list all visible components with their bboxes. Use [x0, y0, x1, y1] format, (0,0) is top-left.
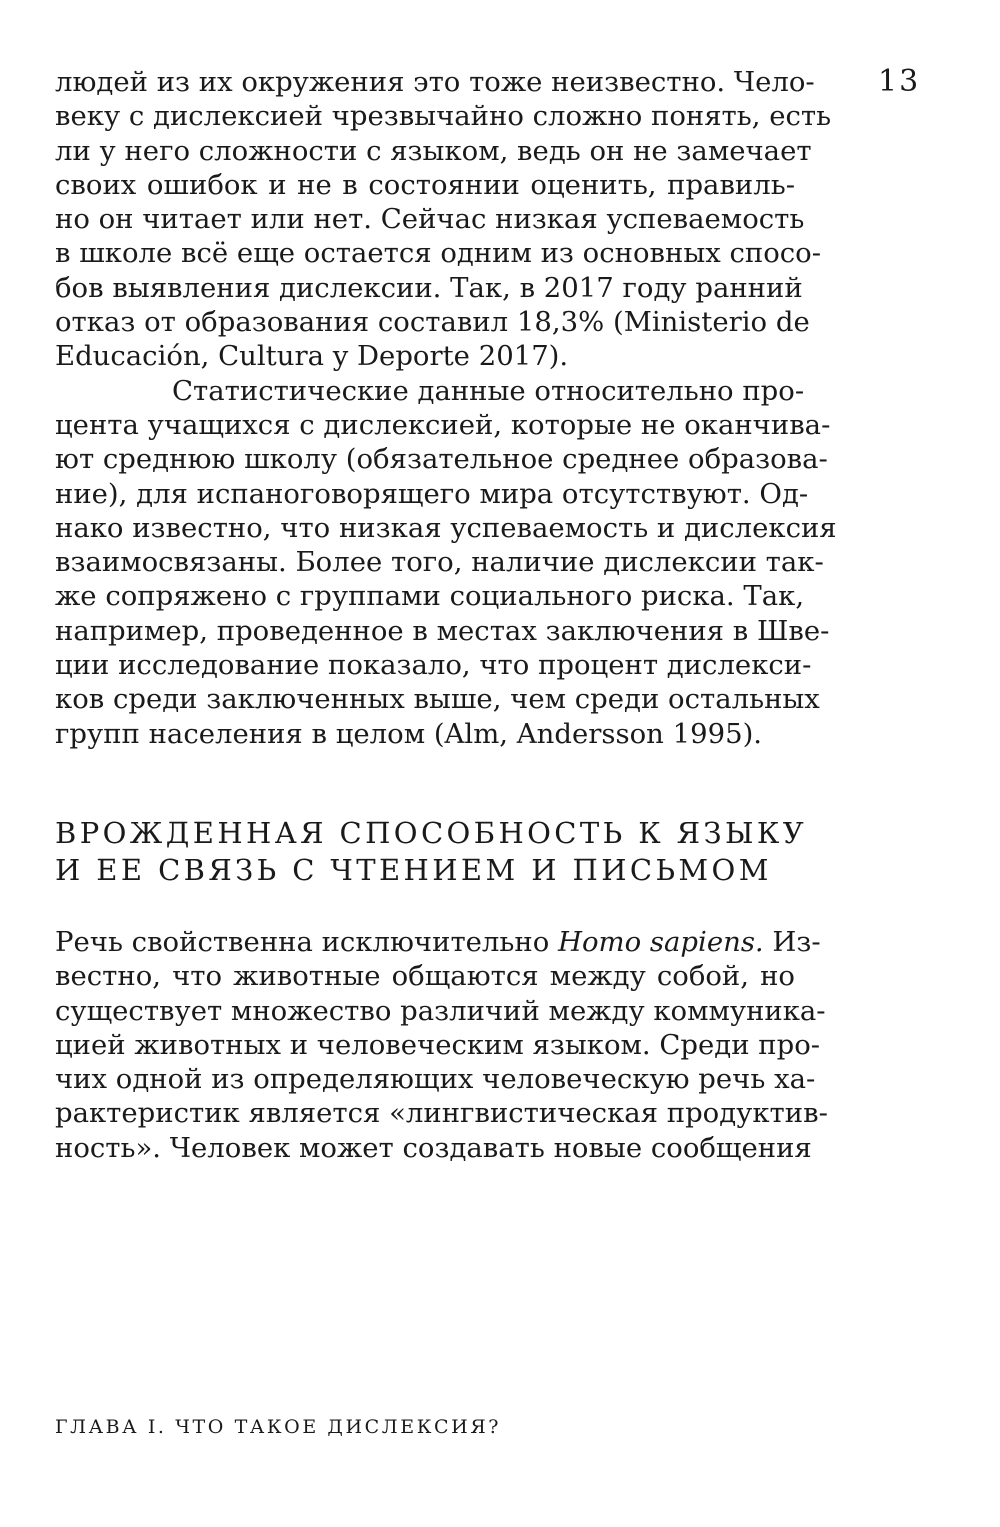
text-line: вестно, что животные общаются между собой, но	[55, 960, 795, 993]
text-line: людей из их окружения это тоже неизвестно. Чело-	[55, 66, 815, 98]
section-heading-line: И ЕЕ СВЯЗЬ С ЧТЕНИЕМ И ПИСЬМОМ	[55, 853, 772, 887]
section-heading	[55, 815, 815, 889]
text-line	[55, 925, 821, 959]
text-line: цента учащихся с дислексией, которые не оканчива-	[55, 408, 831, 441]
text-line: ние), для испаноговорящего мира отсутствуют. Од-	[55, 477, 809, 510]
text-line: в школе всё еще остается одним из основных спосо-	[55, 237, 821, 270]
text-line: ют среднюю школу (обязательное среднее образова-	[55, 443, 828, 476]
italic-species-name: Homo sapiens.	[558, 926, 764, 958]
text-line: ции исследование показало, что процент дислекси-	[55, 649, 812, 682]
body-text	[55, 925, 828, 1165]
text-line: Статистические данные относительно про-	[172, 374, 805, 407]
text-run: Речь свойственна исключительно	[55, 926, 559, 958]
text-line: отказ от образования составил 18,3% (Ministerio de	[55, 306, 810, 339]
text-line: нако известно, что низкая успеваемость и дислексия	[55, 511, 837, 544]
page-number: 13	[878, 64, 921, 99]
text-line: чих одной из определяющих человеческую речь ха-	[55, 1063, 816, 1096]
text-line: веку с дислексией чрезвычайно сложно понять, есть	[55, 100, 832, 133]
section-heading-line: ВРОЖДЕННАЯ СПОСОБНОСТЬ К ЯЗЫКУ	[55, 816, 808, 850]
text-run: Из-	[763, 926, 821, 958]
body-text	[55, 65, 837, 751]
text-line: существует множество различий между коммуника-	[55, 994, 826, 1027]
text-line: бов выявления дислексии. Так, в 2017 году ранний	[55, 271, 803, 304]
text-line: ность». Человек может создавать новые сообщения	[55, 1131, 812, 1164]
text-line: же сопряжено с группами социального риска. Так,	[55, 580, 805, 613]
text-line: взаимосвязаны. Более того, наличие дислексии так-	[55, 546, 824, 579]
text-line: ли у него сложности с языком, ведь он не замечает	[55, 134, 812, 167]
running-footer: ГЛАВА I. ЧТО ТАКОЕ ДИСЛЕКСИЯ?	[55, 1416, 502, 1438]
text-line: например, проведенное в местах заключения в Шве-	[55, 614, 830, 647]
text-line: цией животных и человеческим языком. Среди про-	[55, 1028, 821, 1061]
text-line: ков среди заключенных выше, чем среди остальных	[55, 683, 820, 716]
text-line: групп населения в целом (Alm, Andersson 1995).	[55, 717, 763, 750]
text-line: своих ошибок и не в состоянии оценить, правиль-	[55, 168, 795, 201]
text-line: рактеристик является «лингвистическая продуктив-	[55, 1097, 828, 1130]
text-line: Educación, Cultura y Deporte 2017).	[55, 340, 569, 373]
text-line: но он читает или нет. Сейчас низкая успеваемость	[55, 203, 805, 236]
